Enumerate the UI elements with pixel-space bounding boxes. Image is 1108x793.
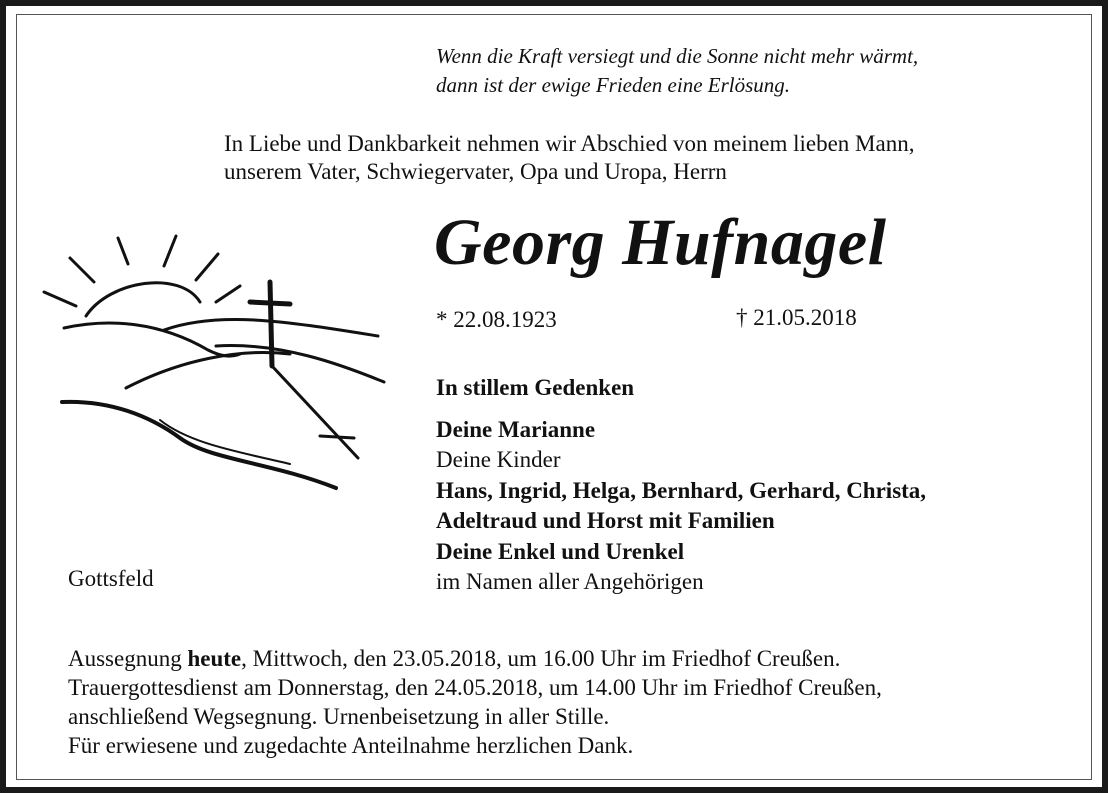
footer-line1-bold: heute: [187, 646, 242, 671]
footer-line: [68, 644, 882, 673]
place-name: Gottsfeld: [68, 566, 154, 591]
motto-line: dann ist der ewige Frieden eine Erlösung.: [436, 73, 791, 97]
mourners-block: [436, 373, 926, 598]
footer-text: [68, 644, 882, 760]
mourner-children-names: Adeltraud und Horst mit Familien: [436, 508, 775, 533]
mourner-grandchildren: Deine Enkel und Urenkel: [436, 538, 685, 564]
footer-line1-post: , Mittwoch, den 23.05.2018, um 16.00 Uhr im Friedhof Creußen.: [241, 646, 841, 671]
mourners-heading: In stillem Gedenken: [436, 375, 635, 400]
sunset-hills-cross-icon: [40, 230, 390, 505]
mourner-relatives: im Namen aller Angehörigen: [436, 569, 704, 594]
birth-date: * 22.08.1923: [436, 307, 557, 332]
motto-line: Wenn die Kraft versiegt und die Sonne nicht mehr wärmt,: [436, 44, 919, 68]
footer-line: anschließend Wegsegnung. Urnenbeisetzung in aller Stille.: [68, 704, 610, 729]
footer-line: Trauergottesdienst am Donnerstag, den 24.05.2018, um 14.00 Uhr im Friedhof Creußen,: [68, 675, 882, 700]
intro-line: In Liebe und Dankbarkeit nehmen wir Abschied von meinem lieben Mann,: [224, 131, 915, 156]
footer-line1-pre: Aussegnung: [68, 646, 188, 671]
intro-text: [224, 130, 914, 186]
footer-line: Für erwiesene und zugedachte Anteilnahme herzlichen Dank.: [68, 733, 634, 758]
mourner-spouse: Deine Marianne: [436, 416, 596, 442]
motto: [436, 42, 918, 100]
death-date: † 21.05.2018: [736, 305, 857, 330]
intro-line: unserem Vater, Schwiegervater, Opa und Uropa, Herrn: [224, 159, 727, 184]
mourner-children-names: Hans, Ingrid, Helga, Bernhard, Gerhard, Christa,: [436, 477, 927, 503]
deceased-name: Georg Hufnagel: [434, 206, 887, 279]
mourner-children-label: Deine Kinder: [436, 447, 561, 472]
